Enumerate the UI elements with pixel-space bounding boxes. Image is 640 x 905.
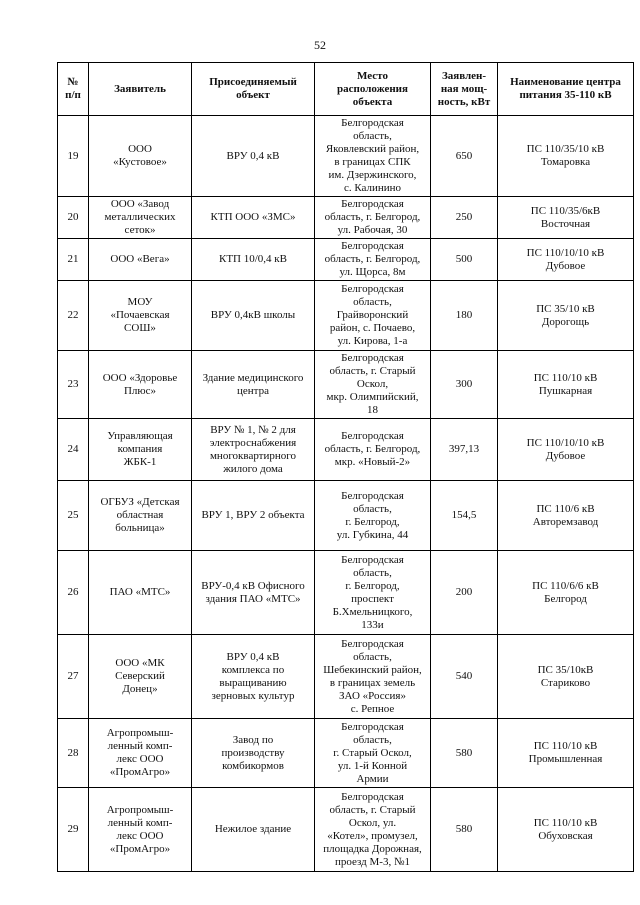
location-cell — [315, 281, 431, 351]
applicant-text-line: лекс ООО — [116, 753, 164, 765]
table-row — [58, 788, 634, 872]
power-center-text-line: ПС 35/10кВ — [537, 663, 594, 676]
power-center-text-line: Пушкарная — [538, 384, 593, 397]
row-number-cell: 19 — [58, 116, 89, 197]
power-center-cell — [498, 635, 634, 719]
location-text-line: область, г. Белгород, — [324, 443, 421, 455]
location-text-line: проезд М-3, №1 — [335, 855, 410, 868]
table-row — [58, 116, 634, 197]
table-row — [58, 551, 634, 635]
power-center-text-line: Восточная — [540, 217, 591, 230]
location-text-line: Шебекинский район, — [323, 663, 422, 676]
location-text-line: проспект — [351, 592, 394, 605]
applicant-text-line: Агропромыш- — [106, 803, 174, 816]
object-text-line: Здание медицинского — [202, 371, 304, 384]
applicant-text-line: МОУ — [127, 296, 153, 308]
location-text-line: область, г. Белгород, — [324, 253, 421, 265]
row-number-cell: 28 — [58, 719, 89, 788]
location-text-line: Белгородская — [341, 720, 404, 733]
power-cell: 180 — [431, 281, 498, 351]
applicant-text-line: ООО «МК — [115, 657, 165, 669]
power-center-text-line: Промышленная — [528, 753, 603, 765]
power-cell: 580 — [431, 719, 498, 788]
applicant-cell — [89, 719, 192, 788]
power-center-text-line: Обуховская — [538, 829, 593, 842]
location-text-line: ЗАО «Россия» — [339, 689, 406, 702]
applicant-text-line: компания — [117, 443, 163, 455]
location-text-line: Белгородская — [341, 283, 404, 295]
power-center-cell — [498, 116, 634, 197]
location-text-line: область, — [353, 733, 392, 746]
row-number-cell: 24 — [58, 419, 89, 481]
applicant-text-line: ЖБК-1 — [123, 456, 157, 468]
location-text-line: Яковлевский район, — [325, 143, 420, 155]
table-row — [58, 281, 634, 351]
object-text-line: электроснабжения — [209, 436, 297, 449]
location-text-line: г. Старый Оскол, — [333, 746, 412, 759]
connections-table — [57, 62, 634, 872]
location-text-line: ул. Губкина, 44 — [336, 528, 409, 541]
power-center-cell — [498, 481, 634, 551]
object-text-line: многоквартирного — [209, 449, 297, 462]
object-text-line: ВРУ 0,4кВ школы — [210, 309, 296, 321]
location-text-line: область, — [353, 650, 392, 663]
power-center-cell — [498, 788, 634, 872]
row-number-cell: 23 — [58, 351, 89, 419]
location-text-line: область, г. Белгород, — [324, 211, 421, 223]
power-cell: 650 — [431, 116, 498, 197]
power-cell: 200 — [431, 551, 498, 635]
object-cell — [192, 719, 315, 788]
power-center-text-line: Томаровка — [540, 156, 591, 168]
object-text-line: центра — [237, 384, 269, 397]
applicant-cell — [89, 635, 192, 719]
table-row — [58, 351, 634, 419]
applicant-text-line: сеток» — [124, 224, 156, 236]
applicant-text-line: больница» — [115, 522, 165, 534]
power-cell: 540 — [431, 635, 498, 719]
applicant-text-line: ООО — [128, 143, 152, 155]
power-center-cell — [498, 281, 634, 351]
location-cell — [315, 419, 431, 481]
location-text-line: Грайворонский — [336, 309, 409, 321]
location-text-line: Белгородская — [341, 553, 404, 566]
location-text-line: им. Дзержинского, — [328, 169, 417, 181]
header-applicant: Заявитель — [89, 63, 192, 116]
power-cell: 500 — [431, 239, 498, 281]
row-number-cell: 21 — [58, 239, 89, 281]
object-text-line: комбикормов — [222, 759, 284, 772]
row-number-cell: 27 — [58, 635, 89, 719]
applicant-text-line: Донец» — [122, 683, 158, 695]
applicant-cell — [89, 116, 192, 197]
location-cell — [315, 239, 431, 281]
applicant-text-line: ООО «Здоровье — [102, 371, 178, 384]
power-center-text-line: Белгород — [544, 592, 587, 605]
object-text-line: ВРУ 1, ВРУ 2 объекта — [201, 509, 305, 521]
applicant-cell — [89, 351, 192, 419]
applicant-text-line: металлических — [104, 211, 176, 223]
location-text-line: мкр. «Новый-2» — [334, 456, 411, 468]
table-row — [58, 197, 634, 239]
applicant-text-line: Управляющая — [107, 430, 173, 442]
location-text-line: Оскол, ул. — [348, 816, 397, 829]
location-text-line: ул. Кирова, 1-а — [337, 335, 408, 347]
applicant-cell — [89, 239, 192, 281]
power-center-cell — [498, 551, 634, 635]
power-cell: 154,5 — [431, 481, 498, 551]
location-text-line: Армии — [356, 772, 389, 785]
object-text-line: ВРУ-0,4 кВ Офисного — [201, 579, 305, 592]
page-number: 52 — [314, 38, 326, 52]
location-text-line: Белгородская — [341, 117, 404, 129]
location-text-line: в границах СПК — [334, 156, 411, 168]
power-center-text-line: ПС 110/35/10 кВ — [526, 143, 605, 155]
location-text-line: область, — [353, 130, 392, 142]
row-number-cell: 22 — [58, 281, 89, 351]
power-center-text-line: ПС 110/35/6кВ — [530, 204, 601, 217]
object-cell — [192, 281, 315, 351]
object-text-line: зерновых культур — [211, 689, 295, 702]
power-center-text-line: Дубовое — [545, 449, 586, 462]
location-text-line: Белгородская — [341, 790, 404, 803]
location-text-line: в границах земель — [329, 676, 416, 689]
applicant-text-line: ООО «Завод — [110, 198, 170, 210]
location-cell — [315, 551, 431, 635]
location-text-line: область, — [353, 502, 392, 515]
applicant-cell — [89, 419, 192, 481]
row-number-cell: 26 — [58, 551, 89, 635]
power-center-text-line: Дорогощь — [541, 315, 590, 328]
applicant-text-line: ООО «Вега» — [110, 253, 170, 265]
location-text-line: область, г. Старый — [329, 365, 416, 377]
location-cell — [315, 635, 431, 719]
location-text-line: ул. 1-й Конной — [337, 759, 408, 772]
header-object: Присоединяемый объект — [192, 63, 315, 116]
applicant-text-line: «ПромАгро» — [109, 766, 171, 778]
power-center-text-line: ПС 110/6 кВ — [536, 502, 595, 515]
row-number-cell: 25 — [58, 481, 89, 551]
header-num: № п/п — [58, 63, 89, 116]
location-text-line: район, с. Почаево, — [329, 322, 416, 334]
location-text-line: Белгородская — [341, 240, 404, 252]
object-text-line: КТП ООО «ЗМС» — [210, 211, 296, 223]
location-text-line: Оскол, — [356, 378, 389, 390]
location-text-line: ул. Щорса, 8м — [339, 266, 406, 278]
object-text-line: производству — [221, 746, 285, 759]
table-row — [58, 419, 634, 481]
object-cell — [192, 116, 315, 197]
header-power: Заявлен- ная мощ- ность, кВт — [431, 63, 498, 116]
power-center-text-line: ПС 110/10 кВ — [533, 816, 598, 829]
location-text-line: Б.Хмельницкого, — [332, 605, 413, 618]
location-text-line: Белгородская — [341, 489, 404, 502]
location-text-line: 133и — [361, 618, 384, 631]
applicant-text-line: Северский — [115, 670, 165, 682]
table-row — [58, 481, 634, 551]
power-center-text-line: Дубовое — [545, 259, 586, 272]
object-text-line: комплекса по — [221, 663, 285, 676]
location-text-line: мкр. Олимпийский, — [326, 391, 419, 403]
power-cell: 580 — [431, 788, 498, 872]
location-text-line: Белгородская — [341, 430, 404, 442]
location-text-line: область, — [353, 566, 392, 579]
location-text-line: Белгородская — [341, 637, 404, 650]
applicant-text-line: ПАО «МТС» — [109, 586, 171, 598]
applicant-cell — [89, 197, 192, 239]
power-center-text-line: ПС 35/10 кВ — [536, 302, 595, 315]
table-row — [58, 719, 634, 788]
header-location: Место расположения объекта — [315, 63, 431, 116]
applicant-text-line: «Кустовое» — [113, 156, 167, 168]
object-text-line: выращиванию — [219, 676, 287, 689]
applicant-text-line: ленный комп- — [107, 816, 173, 829]
power-center-text-line: ПС 110/6/6 кВ — [532, 579, 599, 592]
row-number-cell: 20 — [58, 197, 89, 239]
power-center-text-line: Стариково — [540, 676, 591, 689]
object-cell — [192, 351, 315, 419]
location-text-line: площадка Дорожная, — [323, 842, 422, 855]
location-text-line: г. Белгород, — [345, 515, 400, 528]
applicant-text-line: лекс ООО — [116, 829, 164, 842]
applicant-text-line: «Почаевская — [110, 309, 170, 321]
applicant-cell — [89, 551, 192, 635]
power-center-text-line: ПС 110/10/10 кВ — [526, 436, 605, 449]
power-cell: 300 — [431, 351, 498, 419]
power-center-cell — [498, 419, 634, 481]
power-center-cell — [498, 239, 634, 281]
location-cell — [315, 116, 431, 197]
object-cell — [192, 197, 315, 239]
power-center-cell — [498, 719, 634, 788]
location-text-line: «Котел», промузел, — [327, 829, 418, 842]
applicant-cell — [89, 788, 192, 872]
row-number-cell: 29 — [58, 788, 89, 872]
object-cell — [192, 635, 315, 719]
object-cell — [192, 239, 315, 281]
power-center-cell — [498, 351, 634, 419]
power-center-text-line: ПС 110/10 кВ — [533, 371, 598, 384]
applicant-text-line: Плюс» — [123, 384, 157, 397]
power-cell: 397,13 — [431, 419, 498, 481]
location-text-line: ул. Рабочая, 30 — [337, 224, 408, 236]
object-text-line: Завод по — [232, 733, 274, 746]
location-text-line: с. Калинино — [343, 182, 402, 194]
location-text-line: Белгородская — [341, 352, 404, 364]
object-text-line: КТП 10/0,4 кВ — [219, 253, 287, 265]
location-cell — [315, 719, 431, 788]
location-text-line: 18 — [367, 404, 378, 416]
location-text-line: с. Репное — [350, 702, 395, 715]
applicant-text-line: «ПромАгро» — [109, 842, 171, 855]
object-text-line: ВРУ 0,4 кВ — [226, 650, 280, 663]
object-cell — [192, 419, 315, 481]
location-cell — [315, 197, 431, 239]
object-cell — [192, 481, 315, 551]
location-cell — [315, 788, 431, 872]
location-text-line: Белгородская — [341, 198, 404, 210]
location-cell — [315, 351, 431, 419]
applicant-text-line: ОГБУЗ «Детская — [100, 496, 180, 508]
object-cell — [192, 551, 315, 635]
object-cell — [192, 788, 315, 872]
power-center-text-line: ПС 110/10/10 кВ — [526, 246, 605, 259]
header-power-center: Наименование центра питания 35-110 кВ — [498, 63, 634, 116]
object-text-line: жилого дома — [223, 462, 283, 475]
power-center-text-line: Авторемзавод — [532, 515, 599, 528]
object-text-line: здания ПАО «МТС» — [205, 592, 301, 605]
power-center-cell — [498, 197, 634, 239]
table-row — [58, 635, 634, 719]
location-text-line: область, — [353, 296, 392, 308]
applicant-cell — [89, 281, 192, 351]
applicant-text-line: областная — [116, 509, 164, 521]
applicant-text-line: Агропромыш- — [106, 727, 174, 739]
power-cell: 250 — [431, 197, 498, 239]
object-text-line: Нежилое здание — [214, 823, 292, 835]
applicant-text-line: ленный комп- — [107, 740, 173, 752]
object-text-line: ВРУ 0,4 кВ — [226, 149, 280, 162]
table-row — [58, 239, 634, 281]
location-text-line: область, г. Старый — [329, 803, 416, 816]
applicant-cell — [89, 481, 192, 551]
power-center-text-line: ПС 110/10 кВ — [533, 740, 598, 752]
applicant-text-line: СОШ» — [124, 322, 156, 334]
object-text-line: ВРУ № 1, № 2 для — [210, 423, 296, 436]
location-cell — [315, 481, 431, 551]
table-header-row — [58, 63, 634, 116]
location-text-line: г. Белгород, — [345, 579, 400, 592]
